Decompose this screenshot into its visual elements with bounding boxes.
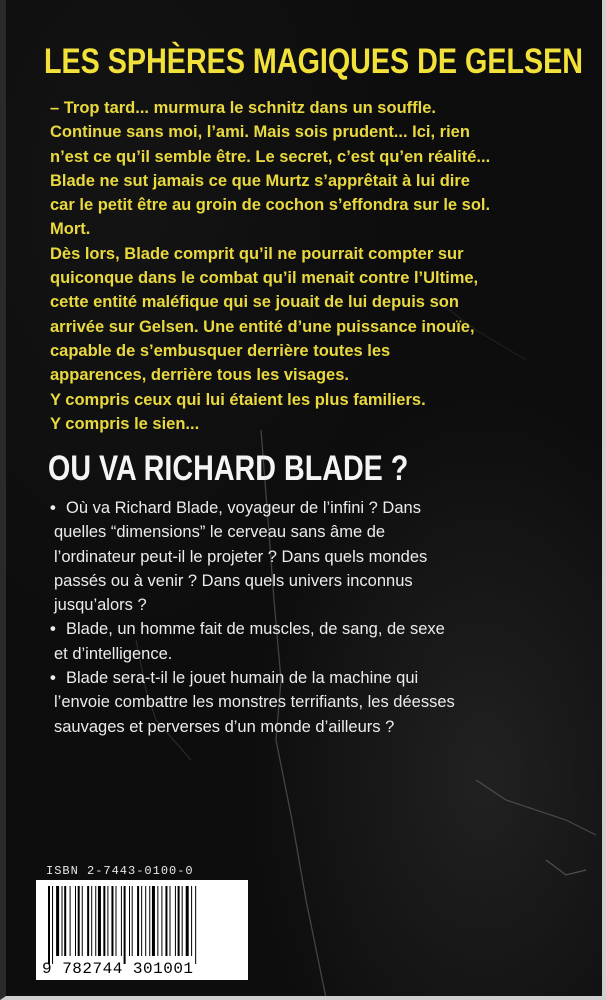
barcode-bar (145, 886, 146, 956)
bullet-icon: • (50, 499, 56, 517)
barcode-bar (78, 886, 80, 956)
isbn-label: ISBN 2-7443-0100-0 (46, 864, 194, 878)
barcode-bar (107, 886, 108, 956)
barcode-bar (186, 886, 189, 956)
bullet-text: Où va Richard Blade, voyageur de l’infini ? Dans (66, 499, 421, 517)
bullet-line: passés ou à venir ? Dans quels univers inconnus (54, 571, 413, 590)
barcode-bar (62, 886, 63, 956)
excerpt-text (50, 96, 590, 436)
barcode-bar (56, 886, 59, 956)
barcode-bar (52, 886, 53, 964)
barcode-bar (95, 886, 96, 956)
barcode-bar (129, 886, 130, 956)
excerpt-line: – Trop tard... murmura le schnitz dans un souffle. (50, 99, 436, 117)
bullet-icon: • (50, 669, 56, 688)
bullet-line (50, 666, 590, 690)
barcode-bar (161, 886, 162, 956)
barcode-bar (141, 886, 142, 956)
excerpt-line: arrivée sur Gelsen. Une entité d’une puissance inouïe, (50, 317, 475, 336)
excerpt-line: capable de s’embusquer derrière toutes les (50, 341, 391, 360)
barcode-bar (82, 886, 83, 956)
barcode-bar (137, 886, 139, 956)
barcode-bar (182, 886, 183, 956)
excerpt-line: Mort. (50, 220, 91, 239)
excerpt-line: Y compris le sien... (50, 414, 200, 433)
excerpt-line: n’est ce qu’il semble être. Le secret, c’est qu’en réalité... (50, 147, 491, 166)
excerpt-line: Continue sans moi, l’ami. Mais sois prudent... Ici, rien (50, 123, 470, 142)
bullet-line (50, 496, 590, 520)
excerpt-line: Blade ne sut jamais ce que Murtz s’apprêtait à lui dire (50, 171, 470, 190)
bullet-line: et d’intelligence. (54, 644, 173, 663)
bullet-icon: • (50, 620, 56, 639)
barcode-bar (124, 886, 126, 964)
excerpt-line: Dès lors, Blade comprit qu’il ne pourrait compter sur (50, 244, 464, 263)
barcode-bar (195, 886, 196, 964)
barcode-bar (91, 886, 92, 956)
barcode-bar (75, 886, 76, 956)
bullet-line (50, 617, 590, 641)
barcode-bar (48, 886, 50, 964)
bullet-text: Blade, un homme fait de muscles, de sang, de sexe (66, 620, 445, 639)
book-title: LES SPHÈRES MAGIQUES DE GELSEN (44, 42, 584, 81)
excerpt-line: car le petit être au groin de cochon s’effondra sur le sol. (50, 196, 491, 215)
barcode-bar (98, 886, 101, 956)
bullet-line: l’envoie combattre les monstres terrifiants, les déesses (54, 693, 455, 712)
section-heading: OU VA RICHARD BLADE ? (48, 449, 409, 488)
excerpt-line: apparences, derrière tous les visages. (50, 366, 349, 385)
bullet-text: Blade sera-t-il le jouet humain de la machine qui (66, 669, 419, 688)
barcode-bar (152, 886, 155, 956)
barcode (36, 880, 248, 980)
barcode-bar (157, 886, 158, 956)
barcode-bar (149, 886, 150, 956)
barcode-bar (175, 886, 176, 956)
barcode-bar (132, 886, 133, 956)
bullet-line: jusqu’alors ? (54, 596, 147, 615)
barcode-bar (103, 886, 105, 956)
barcode-digits: 9 782744 301001 (42, 960, 194, 978)
bullet-line: quelles “dimensions” le cerveau sans âme de (54, 523, 386, 542)
barcode-bar (111, 886, 113, 956)
barcode-bar (170, 886, 171, 956)
excerpt-line: cette entité maléfique qui se jouait de lui depuis son (50, 293, 459, 312)
excerpt-line: Y compris ceux qui lui étaient les plus familiers. (50, 390, 426, 409)
barcode-bar (64, 886, 66, 956)
bullet-line: l’ordinateur peut-il le projeter ? Dans quels mondes (54, 547, 428, 566)
bullet-line: sauvages et perverses d’un monde d’ailleurs ? (54, 717, 395, 736)
barcode-bar (165, 886, 167, 956)
barcode-bar (87, 886, 89, 956)
barcode-bar (178, 886, 180, 956)
barcode-bar (116, 886, 117, 956)
barcode-bar (70, 886, 71, 956)
bullet-list (50, 496, 590, 739)
barcode-bar (191, 886, 192, 956)
excerpt-line: quiconque dans le combat qu’il menait contre l’Ultime, (50, 269, 479, 288)
barcode-bar (121, 886, 122, 956)
